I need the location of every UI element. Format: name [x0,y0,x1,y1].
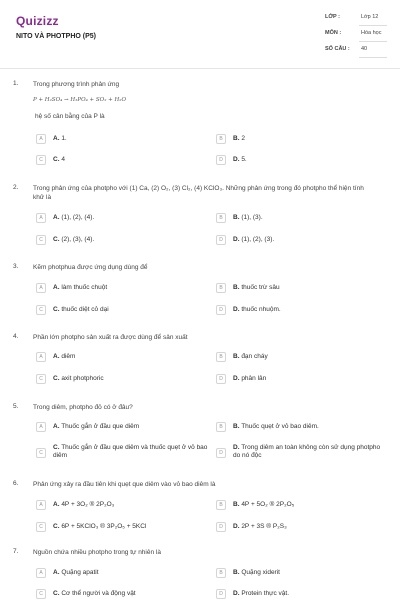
quizizz-logo: Quizizz [16,14,59,28]
option-letter-box[interactable]: C [36,448,46,458]
option-text: 4 [61,156,65,163]
meta-value: 40 [361,46,368,52]
option-key: D. [233,156,240,163]
option-text: Protein thực vật. [241,590,290,597]
option-text: (2), (3), (4). [61,236,95,243]
option-key: A. [53,284,60,291]
option-key: C. [53,375,60,382]
option-key: C. [53,306,60,313]
option-text: thuốc diệt cỏ dại [61,306,109,313]
question-text-2: hệ số cân bằng của P là [35,113,105,120]
option-key: D. [233,236,240,243]
option-text: Trong diêm an toàn không còn sử dụng photpho do nó độc [233,444,381,459]
question-text: Kẽm photphua được ứng dụng dùng để [33,264,148,271]
option-key: B. [233,135,240,142]
meta-row-class [325,14,387,26]
meta-label: SỐ CÂU : [325,46,350,52]
question-number: 4. [13,333,19,340]
option-text: làm thuốc chuột [61,284,108,291]
option-letter-box[interactable]: A [36,568,46,578]
meta-value: Lớp 12 [361,14,379,20]
option-text: (1), (3). [241,214,263,221]
option-letter-box[interactable]: B [216,500,226,510]
option-key: C. [53,156,60,163]
question-number: 3. [13,263,19,270]
option-key: A. [53,214,60,221]
meta-underline [359,25,387,26]
option-key: C. [53,523,60,530]
option-text: 2 [241,135,245,142]
option-letter-box[interactable]: D [216,235,226,245]
option-key: C. [53,590,60,597]
option-text: 2P + 3S ® P₂S₃ [241,523,287,530]
option-letter-box[interactable]: D [216,522,226,532]
option-letter-box[interactable]: B [216,134,226,144]
option-text: Thuốc gắn ở đầu que diêm [61,423,140,430]
question-text: Nguồn chứa nhiều photpho trong tự nhiên là [33,549,161,556]
meta-label: MÔN : [325,30,342,36]
option-text: phân lân [241,375,267,382]
option-key: C. [53,236,60,243]
option-letter-box[interactable]: D [216,589,226,599]
option-text: thuốc nhuộm. [241,306,281,313]
option-key: B. [233,214,240,221]
option-text: 4P + 5O₂ ® 2P₂O₅ [241,501,295,508]
option-key: B. [233,423,240,430]
option-letter-box[interactable]: A [36,500,46,510]
option-key: A. [53,135,60,142]
option-text: diêm [61,353,76,360]
option-text: Cơ thể người và động vật [61,590,136,597]
option-text: 6P + 5KClO₃ ® 3P₂O₅ + 5KCl [61,523,147,530]
question-number: 1. [13,80,19,87]
page-title: NITO VÀ PHOTPHO (P5) [16,33,96,40]
option-letter-box[interactable]: C [36,589,46,599]
question-text: Trong phương trình phản ứng [33,81,120,88]
question-number: 7. [13,548,19,555]
option-text: Thuốc quẹt ở vỏ bao diêm. [241,423,319,430]
option-letter-box[interactable]: C [36,305,46,315]
option-text: đạn cháy [241,353,268,360]
option-letter-box[interactable]: D [216,305,226,315]
question-number: 5. [13,403,19,410]
option-letter-box[interactable]: A [36,134,46,144]
option-letter-box[interactable]: B [216,283,226,293]
option-key: C. [53,444,60,451]
question-formula: P + H₂SO₄ → H₃PO₄ + SO₂ + H₂O [33,97,127,103]
meta-underline [359,41,387,42]
option-letter-box[interactable]: D [216,155,226,165]
option-text: 4P + 3O₂ ® 2P₂O₃ [61,501,115,508]
option-key: D. [233,523,240,530]
option-letter-box[interactable]: A [36,283,46,293]
option-text: axit photphoric [61,375,104,382]
option-letter-box[interactable]: A [36,213,46,223]
option-key: B. [233,353,240,360]
option-letter-box[interactable]: C [36,155,46,165]
meta-row-count [325,46,387,58]
option-key: B. [233,501,240,508]
option-letter-box[interactable]: C [36,522,46,532]
option-text: 5. [241,156,247,163]
option-key: D. [233,590,240,597]
option-key: B. [233,569,240,576]
option-key: A. [53,353,60,360]
option-letter-box[interactable]: A [36,352,46,362]
option-text: Quặng xiderit [241,569,280,576]
question-text: Trong diêm, photpho đỏ có ở đâu? [33,404,133,411]
option-key: D. [233,306,240,313]
question-text: Phản ứng xảy ra đầu tiên khi quẹt que diêm vào vỏ bao diêm là [33,481,216,488]
option-key: D. [233,444,240,451]
meta-underline [359,57,387,58]
option-text: Thuốc gắn ở đầu que diêm và thuốc quẹt ở vỏ bao diêm [53,444,208,459]
option-letter-box[interactable]: B [216,213,226,223]
option-text: thuốc trừ sâu [241,284,280,291]
option-letter-box[interactable]: A [36,422,46,432]
option-key: A. [53,423,60,430]
question-number: 2. [13,184,19,191]
option-letter-box[interactable]: B [216,422,226,432]
option-letter-box[interactable]: D [216,374,226,384]
option-text: Quặng apatit [61,569,99,576]
option-text: 1. [61,135,67,142]
option-letter-box[interactable]: C [36,374,46,384]
header-divider [0,68,400,69]
meta-label: LỚP : [325,14,340,20]
option-key: A. [53,569,60,576]
option-text: (1), (2), (4). [61,214,95,221]
option-text: (1), (2), (3). [241,236,275,243]
option-key: B. [233,284,240,291]
option-key: D. [233,375,240,382]
option-letter-box[interactable]: B [216,352,226,362]
question-text: Phần lớn photpho sản xuất ra được dùng để sản xuất [33,334,188,341]
option-letter-box[interactable]: B [216,568,226,578]
option-letter-box[interactable]: D [216,448,226,458]
meta-row-subject [325,30,387,42]
question-number: 6. [13,480,19,487]
question-text: Trong phản ứng của photpho với (1) Ca, (2) O₂, (3) Cl₂, (4) KClO₃. Những phản ứng trong đó photpho thể hiện tính khử là [33,185,364,201]
option-key: A. [53,501,60,508]
option-letter-box[interactable]: C [36,235,46,245]
meta-value: Hóa học [361,30,382,36]
